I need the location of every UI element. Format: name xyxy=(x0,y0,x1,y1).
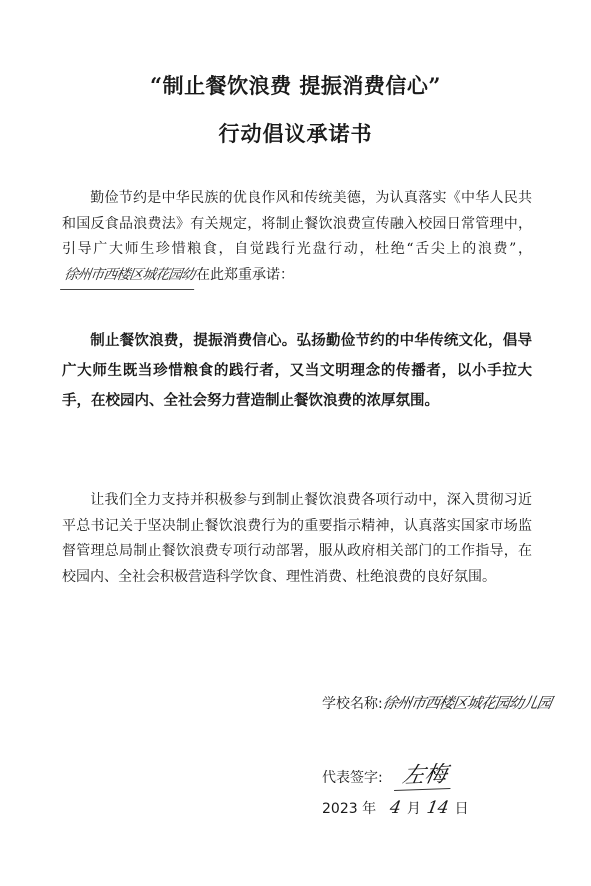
representative-label: 代表签字: xyxy=(322,770,383,786)
handwritten-school-name: 徐州市西楼区城花园幼儿园 xyxy=(381,694,553,712)
document-title-line1: “制止餐饮浪费 提振消费信心” xyxy=(150,73,441,98)
date-day-label: 日 xyxy=(454,801,469,817)
action-text: 让我们全力支持并积极参与到制止餐饮浪费各项行动中，深入贯彻习近平总书记关于坚决制止餐饮浪费行为的重要指示精神，认真落实国家市场监督管理总局制止餐饮浪费专项行动部署，服从政府相关部门的工作指导，在校园内、全社会积极营造科学饮食、理性消费、杜绝浪费的良好氛围。 xyxy=(62,492,532,585)
date-month-label: 月 xyxy=(406,801,421,817)
document-title-line2: 行动倡议承诺书 xyxy=(218,121,373,146)
date-row xyxy=(322,798,469,818)
date-year: 2023 年 xyxy=(322,801,377,817)
school-name-label: 学校名称: xyxy=(322,696,383,712)
handwritten-month: 4 xyxy=(388,798,403,818)
paragraph-intro xyxy=(62,186,532,289)
school-name-row xyxy=(322,692,551,713)
handwritten-day: 14 xyxy=(425,798,451,818)
commitment-text: 制止餐饮浪费，提振消费信心。弘扬勤俭节约的中华传统文化，倡导广大师生既当珍惜粮食的践行者，又当文明理念的传播者，以小手拉大手，在校园内、全社会努力营造制止餐饮浪费的浓厚氛围。 xyxy=(62,333,532,409)
intro-text-end: 在此郑重承诺： xyxy=(196,266,294,283)
paragraph-action xyxy=(62,488,532,590)
paragraph-commitment xyxy=(62,326,532,416)
representative-signature-row xyxy=(322,758,453,790)
intro-text: 勤俭节约是中华民族的优良作风和传统美德，为认真落实《中华人民共和国反食品浪费法》有关规定，将制止餐饮浪费宣传融入校园日常管理中，引导广大师生珍惜粮食，自觉践行光盘行动，杜绝“舌尖上的浪费”， xyxy=(62,190,532,257)
handwritten-signature: 左梅 xyxy=(394,757,456,791)
handwritten-school-name-inline: 徐州市西楼区城花园幼 xyxy=(60,263,198,290)
